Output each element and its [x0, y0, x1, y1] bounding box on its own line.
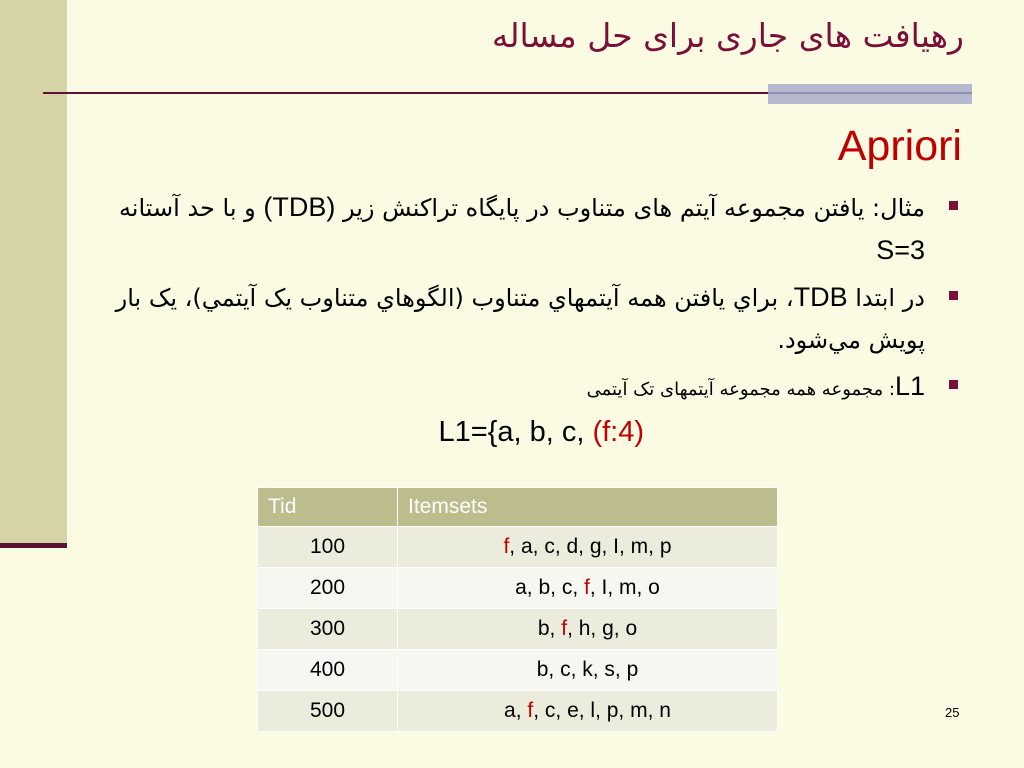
table-row: [258, 650, 778, 691]
square-bullet-icon: [949, 201, 958, 210]
item-text: b, c, k, s, p: [536, 658, 639, 681]
frequent-item: f: [584, 576, 590, 599]
side-band-decoration: [0, 0, 67, 546]
title-accent-line: [768, 92, 972, 94]
item-text: , I, m, o: [589, 576, 660, 599]
item-text: , h, g, o: [567, 617, 638, 640]
bullet-latin-term: L1: [894, 371, 925, 401]
side-rule-decoration: [0, 543, 67, 548]
itemsets-cell: [398, 650, 778, 691]
item-text: b,: [537, 617, 562, 640]
bullet-latin-term: TDB: [793, 282, 848, 312]
frequent-item: f: [561, 617, 568, 640]
bullet-text: مثال: یافتن مجموعه آیتم های متناوب در پایگاه تراکنش زیر: [343, 194, 925, 222]
section-heading: Apriori: [837, 122, 962, 170]
bullet-text: و با حد آستانه: [118, 194, 256, 222]
bullet-latin-term: S=3: [876, 235, 925, 265]
header-itemsets: Itemsets: [398, 488, 778, 527]
table-row: [258, 691, 778, 732]
bullet-text: : مجموعه همه مجموعه آیتمهای تک آیتمی: [586, 379, 895, 400]
itemsets-cell: [398, 691, 778, 732]
item-text: , a, c, d, g, I, m, p: [509, 535, 672, 558]
title-accent-bar: [768, 84, 972, 104]
table-row: [258, 609, 778, 650]
square-bullet-icon: [949, 291, 958, 300]
l1-formula: [438, 416, 644, 449]
page-number: 25: [945, 705, 960, 720]
slide-title: رهیافت های جاری برای حل مساله: [491, 16, 964, 55]
itemsets-cell: [398, 568, 778, 609]
bullet-text: در ابتدا: [855, 284, 925, 312]
transaction-table: [257, 487, 778, 732]
tid-cell: 300: [258, 609, 398, 650]
tid-cell: 200: [258, 568, 398, 609]
table-header-row: [258, 488, 778, 527]
table-row: [258, 568, 778, 609]
header-tid: Tid: [258, 488, 398, 527]
frequent-item: f: [503, 535, 510, 558]
bullet-item-example: [100, 186, 958, 272]
itemsets-cell: [398, 527, 778, 568]
bullet-item-scan: [100, 276, 958, 361]
bullet-list: [100, 186, 958, 415]
bullet-text: ، براي يافتن همه آيتمهاي متناوب (الگوهاي متناوب يک آيتمي)، يک بار پويش مي‌شود.: [115, 284, 925, 354]
title-underline: [43, 92, 768, 94]
table-row: [258, 527, 778, 568]
frequent-item: f: [527, 699, 534, 722]
item-text: a,: [504, 699, 528, 722]
item-text: a, b, c,: [515, 576, 584, 599]
tid-cell: 500: [258, 691, 398, 732]
square-bullet-icon: [949, 380, 958, 389]
tid-cell: 400: [258, 650, 398, 691]
item-text: , c, e, l, p, m, n: [533, 699, 671, 722]
itemsets-cell: [398, 609, 778, 650]
table-body: [258, 527, 778, 732]
bullet-latin-term: (TDB): [263, 192, 336, 222]
tid-cell: 100: [258, 527, 398, 568]
formula-highlight: (f:4): [592, 416, 644, 448]
bullet-item-l1: [100, 365, 958, 411]
formula-main: L1={a, b, c,: [438, 416, 585, 448]
